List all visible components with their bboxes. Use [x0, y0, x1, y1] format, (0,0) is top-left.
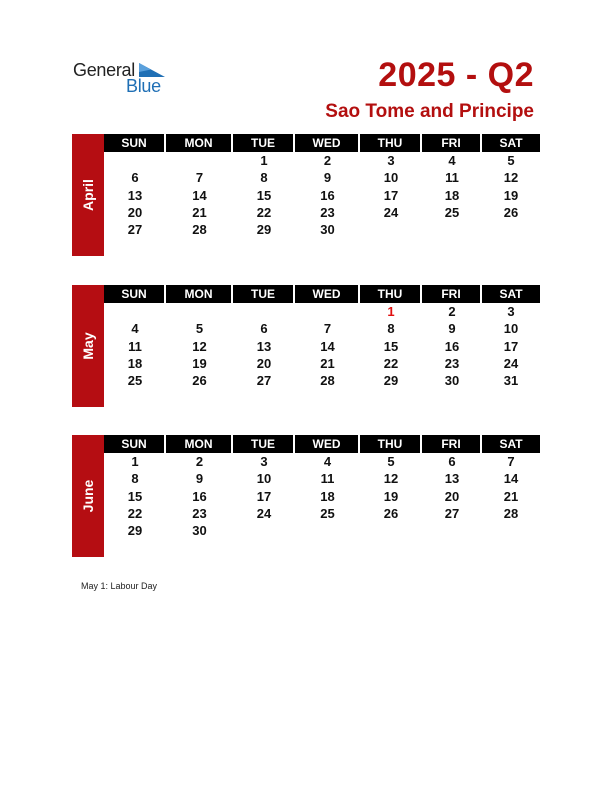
holiday-note: May 1: Labour Day: [81, 581, 158, 591]
day-cell: 6: [131, 170, 139, 186]
weekday-header: FRI: [422, 285, 482, 303]
day-cell: 3: [260, 454, 268, 470]
day-cell: 26: [192, 373, 207, 389]
day-cell: 4: [131, 321, 139, 337]
weekday-header: FRI: [422, 134, 482, 152]
day-cell: 14: [320, 338, 335, 354]
day-cell: 12: [192, 338, 207, 354]
week-row: [104, 320, 540, 337]
weekday-header-row: [104, 285, 540, 303]
day-cell: 17: [256, 488, 272, 504]
logo-text-general: General: [73, 60, 135, 80]
day-cell: 25: [444, 205, 460, 221]
day-cell: 25: [127, 373, 143, 389]
day-cell: 13: [256, 338, 272, 354]
week-row: [104, 152, 540, 169]
day-cell: 11: [320, 471, 335, 487]
day-cell: 16: [192, 488, 207, 504]
empty-day-cell: [166, 152, 233, 169]
day-cell: 23: [320, 205, 335, 221]
day-cell: 28: [192, 222, 207, 238]
month-tab: [72, 134, 104, 256]
day-cell: 13: [444, 471, 460, 487]
day-cell: 31: [503, 373, 519, 389]
day-cell: 30: [320, 222, 335, 238]
day-cell: 29: [256, 222, 272, 238]
day-cell: 22: [383, 356, 399, 372]
weekday-header-row: [104, 134, 540, 152]
day-cell: 19: [383, 488, 399, 504]
day-cell: 15: [127, 488, 143, 504]
week-row: [104, 522, 540, 539]
day-cell: 27: [444, 506, 460, 522]
weekday-header: SUN: [104, 435, 166, 453]
week-row: [104, 505, 540, 522]
weekday-header: SUN: [104, 134, 166, 152]
day-cell: 17: [383, 187, 399, 203]
month-name: April: [80, 179, 96, 211]
day-cell: 11: [128, 338, 142, 354]
page-title: 2025 - Q2: [378, 56, 534, 94]
weekday-header: WED: [295, 435, 360, 453]
weekday-header: THU: [360, 435, 422, 453]
month-grid: [104, 435, 540, 539]
weekday-header-row: [104, 435, 540, 453]
weekday-header: WED: [295, 285, 360, 303]
day-cell: 16: [320, 187, 335, 203]
day-cell: 5: [387, 454, 395, 470]
day-cell: 13: [127, 187, 143, 203]
holiday-notes: [81, 581, 157, 591]
logo-text-blue: Blue: [126, 76, 161, 96]
month-name: May: [80, 332, 96, 360]
day-cell: 1: [131, 454, 139, 470]
day-cell: 21: [503, 488, 519, 504]
day-cell: 21: [320, 356, 335, 372]
week-row: [104, 355, 540, 372]
month-grid: [104, 285, 540, 389]
day-cell: 27: [256, 373, 272, 389]
month-block-may: [72, 285, 540, 407]
day-cell: 7: [507, 454, 515, 470]
weekday-header: MON: [166, 134, 233, 152]
day-cell: 9: [448, 321, 456, 337]
empty-day-cell: [295, 522, 360, 539]
day-cell: 20: [127, 205, 143, 221]
month-block-june: [72, 435, 540, 557]
weekday-header: TUE: [233, 134, 295, 152]
empty-day-cell: [104, 303, 166, 320]
day-cell: 15: [256, 187, 272, 203]
week-row: [104, 488, 540, 505]
week-row: [104, 303, 540, 320]
day-cell: 30: [192, 523, 207, 539]
empty-day-cell: [104, 152, 166, 169]
day-cell: 19: [503, 187, 519, 203]
month-name: June: [80, 479, 96, 513]
day-cell: 5: [195, 321, 204, 337]
week-row: [104, 453, 540, 470]
day-cell: 6: [260, 321, 268, 337]
weekday-header: MON: [166, 435, 233, 453]
day-cell: 7: [195, 170, 204, 186]
day-cell: 2: [323, 153, 332, 169]
week-row: [104, 169, 540, 186]
day-cell: 28: [503, 506, 519, 522]
weekday-header: FRI: [422, 435, 482, 453]
day-cell: 29: [127, 523, 143, 539]
day-cell: 29: [383, 373, 399, 389]
weekday-header: SAT: [482, 134, 540, 152]
week-row: [104, 338, 540, 355]
day-cell: 17: [503, 338, 519, 354]
day-cell: 25: [320, 506, 335, 522]
day-cell: 10: [383, 170, 399, 186]
week-row: [104, 204, 540, 221]
day-cell: 7: [323, 321, 332, 337]
empty-day-cell: [233, 303, 295, 320]
day-cell: 14: [503, 471, 519, 487]
month-tab: [72, 285, 104, 407]
empty-day-cell: [422, 221, 482, 238]
day-cell: 10: [503, 321, 519, 337]
day-cell: 28: [320, 373, 335, 389]
day-cell: 30: [444, 373, 460, 389]
day-cell: 9: [323, 170, 332, 186]
weekday-header: WED: [295, 134, 360, 152]
empty-day-cell: [482, 522, 540, 539]
day-cell: 12: [503, 170, 519, 186]
day-cell: 8: [260, 170, 268, 186]
day-cell: 20: [444, 488, 460, 504]
country-subtitle: Sao Tome and Principe: [325, 101, 534, 122]
empty-day-cell: [295, 303, 360, 320]
weekday-header: THU: [360, 134, 422, 152]
day-cell: 24: [256, 506, 272, 522]
week-row: [104, 187, 540, 204]
week-row: [104, 470, 540, 487]
empty-day-cell: [166, 303, 233, 320]
day-cell: 4: [448, 153, 456, 169]
empty-day-cell: [360, 522, 422, 539]
day-cell: 3: [507, 304, 515, 320]
day-cell: 18: [127, 356, 143, 372]
weekday-header: SUN: [104, 285, 166, 303]
day-cell: 19: [192, 356, 207, 372]
month-block-april: [72, 134, 540, 256]
day-cell: 10: [256, 471, 272, 487]
day-cell: 23: [192, 506, 207, 522]
day-cell: 8: [131, 471, 139, 487]
weekday-header: SAT: [482, 285, 540, 303]
day-cell: 12: [383, 471, 399, 487]
day-cell: 24: [383, 205, 399, 221]
day-cell: 2: [195, 454, 204, 470]
day-cell: 16: [444, 338, 460, 354]
weekday-header: THU: [360, 285, 422, 303]
day-cell: 4: [323, 454, 332, 470]
day-cell: 21: [192, 205, 207, 221]
empty-day-cell: [233, 522, 295, 539]
day-cell: 24: [503, 356, 519, 372]
weekday-header: MON: [166, 285, 233, 303]
week-row: [104, 221, 540, 238]
day-cell: 11: [445, 170, 459, 186]
empty-day-cell: [422, 522, 482, 539]
day-cell: 22: [127, 506, 143, 522]
logo-triangle-icon: [139, 63, 165, 77]
day-cell: 27: [127, 222, 143, 238]
day-cell: 2: [448, 304, 456, 320]
generalblue-logo: [73, 60, 173, 96]
day-cell: 20: [256, 356, 272, 372]
day-cell: 8: [387, 321, 395, 337]
day-cell: 26: [503, 205, 519, 221]
day-cell: 18: [320, 488, 335, 504]
day-cell: 3: [387, 153, 395, 169]
week-row: [104, 372, 540, 389]
day-cell: 1: [387, 304, 395, 320]
weekday-header: TUE: [233, 435, 295, 453]
day-cell: 6: [448, 454, 456, 470]
weekday-header: TUE: [233, 285, 295, 303]
day-cell: 22: [256, 205, 272, 221]
month-grid: [104, 134, 540, 238]
day-cell: 18: [444, 187, 460, 203]
day-cell: 26: [383, 506, 399, 522]
day-cell: 23: [444, 356, 460, 372]
day-cell: 15: [383, 338, 399, 354]
day-cell: 1: [260, 153, 268, 169]
empty-day-cell: [482, 221, 540, 238]
day-cell: 5: [507, 153, 515, 169]
weekday-header: SAT: [482, 435, 540, 453]
day-cell: 9: [195, 471, 204, 487]
empty-day-cell: [360, 221, 422, 238]
month-tab: [72, 435, 104, 557]
day-cell: 14: [192, 187, 207, 203]
